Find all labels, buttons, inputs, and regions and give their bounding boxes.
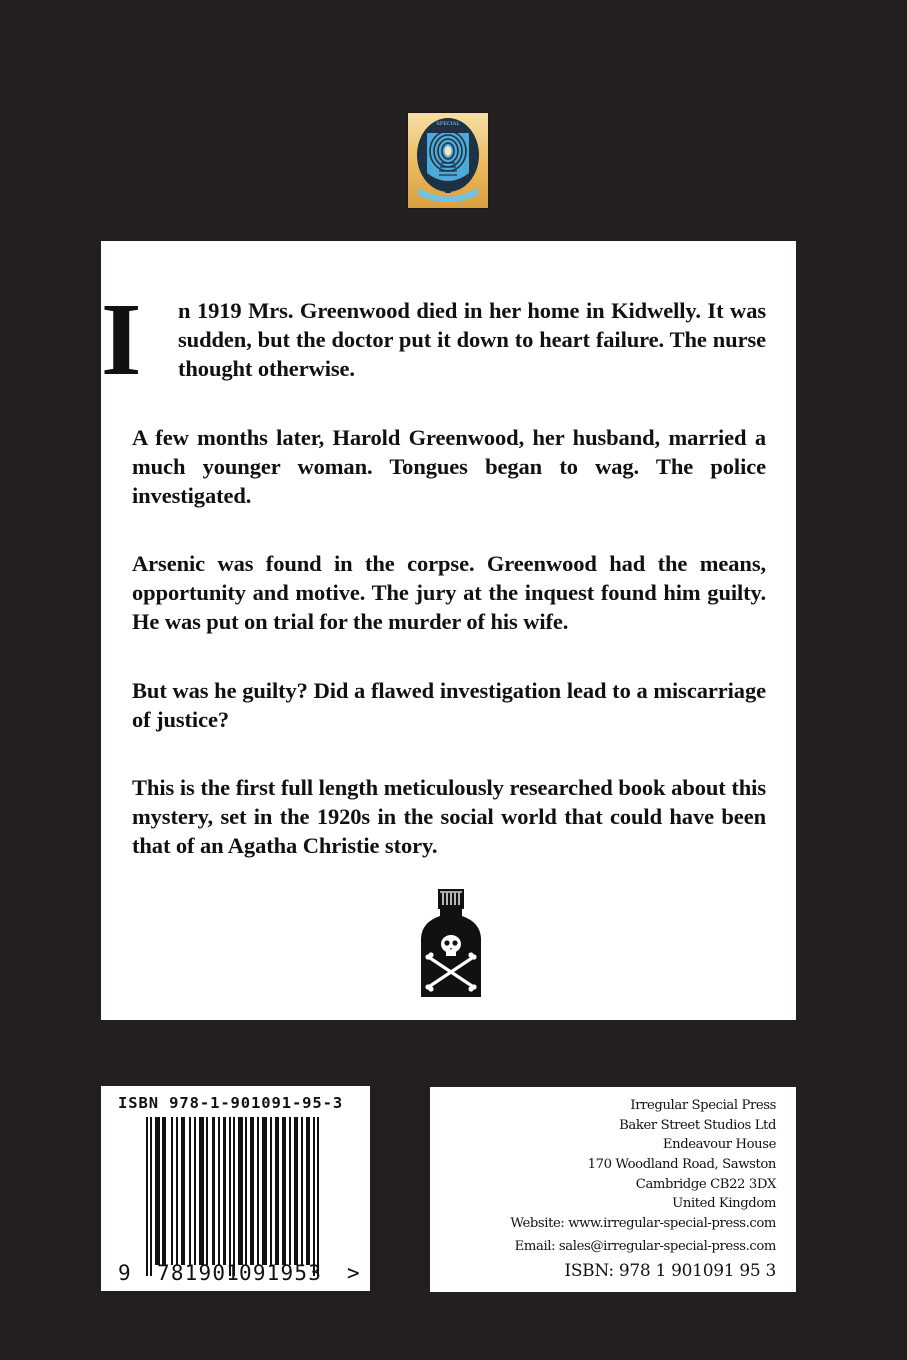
address-country: United Kingdom (672, 1196, 776, 1212)
barcode-digit-first: 9 (118, 1261, 131, 1285)
drop-cap: I (101, 282, 142, 397)
publisher-info-panel (430, 1087, 796, 1292)
barcode-quiet-zone-mark: > (347, 1261, 360, 1285)
svg-text:SPECIAL: SPECIAL (436, 121, 460, 127)
publisher-email-link[interactable]: Email: sales@irregular-special-press.com (514, 1238, 776, 1254)
address-building: Endeavour House (662, 1137, 776, 1153)
press-emblem-icon (408, 113, 488, 208)
publisher-company: Baker Street Studios Ltd (619, 1117, 776, 1133)
poison-bottle-icon (416, 886, 486, 1001)
address-city-postcode: Cambridge CB22 3DX (635, 1176, 776, 1192)
publisher-website-link[interactable]: Website: www.irregular-special-press.com (510, 1216, 776, 1232)
address-street: 170 Woodland Road, Sawston (587, 1157, 776, 1173)
isbn-barcode-panel (101, 1086, 370, 1291)
blurb-paragraph-1: n 1919 Mrs. Greenwood died in her home in Kidwelly. It was sudden, but the doctor put it down to heart failure. The nurse thought otherwise. (178, 298, 766, 381)
publisher-name: Irregular Special Press (630, 1098, 776, 1113)
publisher-address (510, 1096, 776, 1285)
barcode-digits-left: 781901 (157, 1261, 241, 1285)
isbn-barcode-label: ISBN 978-1-901091-95-3 (118, 1094, 344, 1112)
blurb-paragraph-2: A few months later, Harold Greenwood, her husband, married a much younger woman. Tongues began to wag. The police investigated. (132, 425, 766, 508)
blurb-paragraph-3: Arsenic was found in the corpse. Greenwood had the means, opportunity and motive. The jury at the inquest found him guilty. He was put on trial for the murder of his wife. (132, 551, 766, 634)
blurb-paragraph-4: But was he guilty? Did a flawed investigation lead to a miscarriage of justice? (132, 678, 766, 732)
blurb-panel (101, 241, 796, 1020)
publisher-logo (408, 113, 488, 208)
barcode-digits-right: 091953 (239, 1261, 323, 1285)
blurb-paragraph-5: This is the first full length meticulously researched book about this mystery, set in the 1920s in the social world that could have been that of an Agatha Christie story. (132, 775, 766, 858)
isbn-text: ISBN: 978 1 901091 95 3 (564, 1260, 776, 1281)
